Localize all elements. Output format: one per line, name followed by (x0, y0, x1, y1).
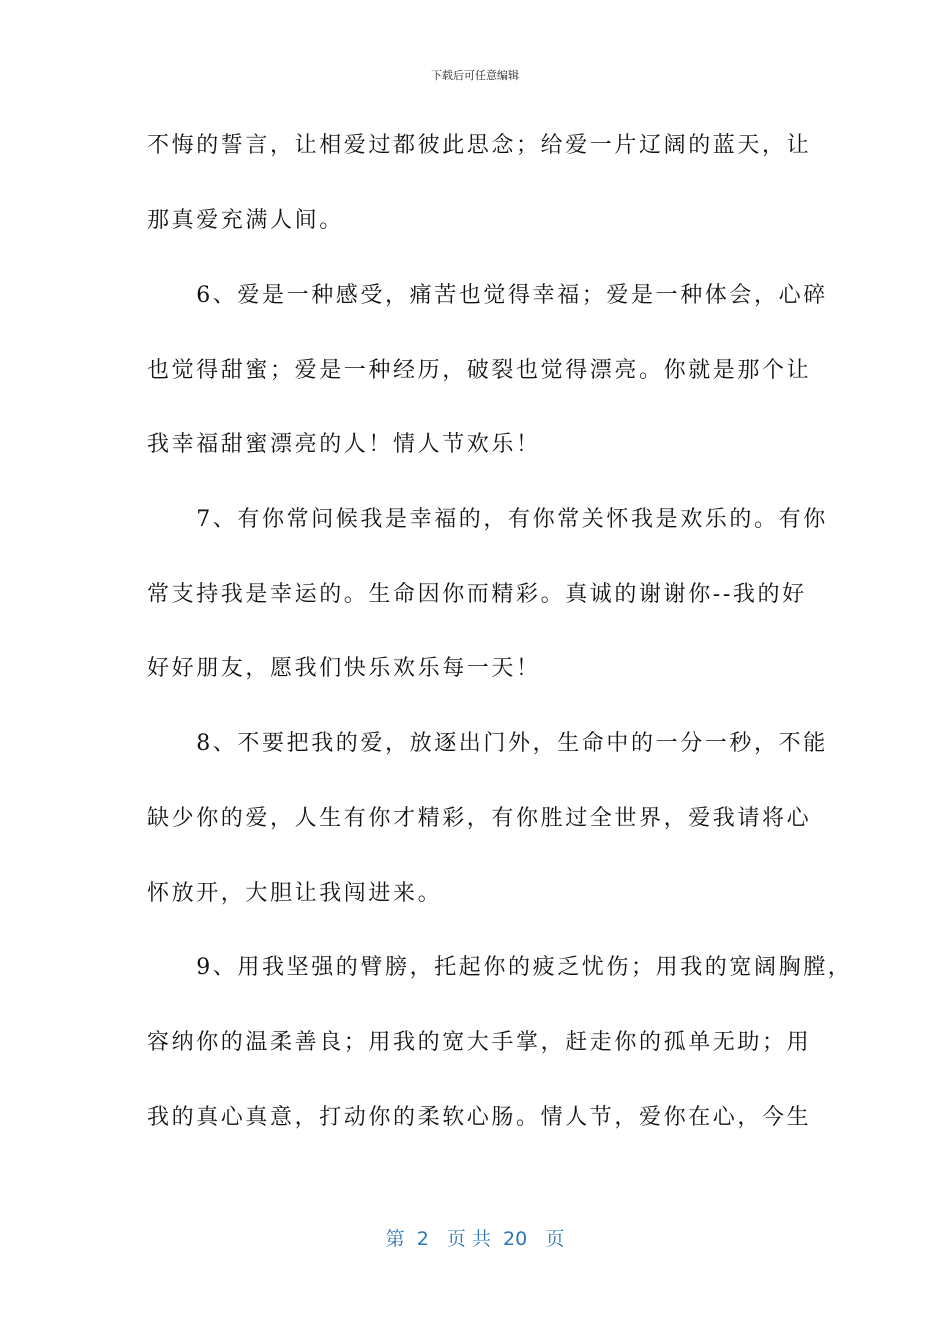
text-line: 好好朋友，愿我们快乐欢乐每一天！ (147, 656, 541, 681)
text-line: 那真爱充满人间。 (147, 208, 344, 233)
page-number: 第 2 页 共 20 页 (385, 1228, 565, 1250)
page-header: 下载后可任意编辑 (431, 69, 519, 82)
text-line: 缺少你的爱，人生有你才精彩，有你胜过全世界，爱我请将心 (147, 806, 812, 831)
text-line: 容纳你的温柔善良；用我的宽大手掌，赶走你的孤单无助；用 (147, 1030, 812, 1055)
text-line: 我的真心真意，打动你的柔软心肠。情人节，爱你在心，今生 (147, 1105, 812, 1130)
text-line: 8、不要把我的爱，放逐出门外，生命中的一分一秒，不能 (147, 731, 828, 756)
text-line: 我幸福甜蜜漂亮的人！情人节欢乐！ (147, 432, 541, 457)
text-line: 不悔的誓言，让相爱过都彼此思念；给爱一片辽阔的蓝天，让 (147, 133, 812, 158)
text-line: 6、爱是一种感受，痛苦也觉得幸福；爱是一种体会，心碎 (147, 283, 828, 308)
page-footer (0, 1224, 950, 1251)
text-line: 常支持我是幸运的。生命因你而精彩。真诚的谢谢你--我的好 (147, 582, 807, 607)
text-line: 也觉得甜蜜；爱是一种经历，破裂也觉得漂亮。你就是那个让 (147, 358, 812, 383)
text-line: 7、有你常问候我是幸福的，有你常关怀我是欢乐的。有你 (147, 507, 828, 532)
text-line: 怀放开，大胆让我闯进来。 (147, 881, 443, 906)
text-line: 9、用我坚强的臂膀，托起你的疲乏忧伤；用我的宽阔胸膛， (147, 955, 853, 980)
